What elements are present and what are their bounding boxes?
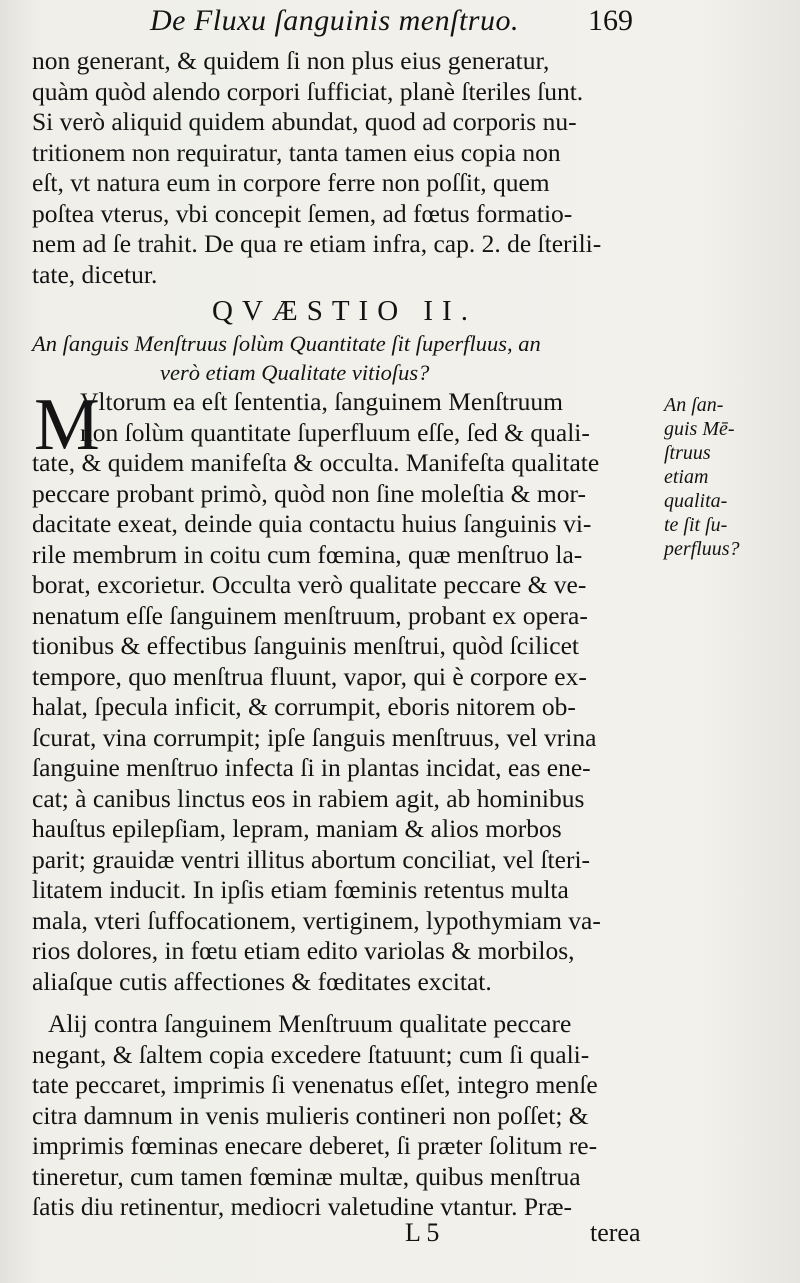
text-line: rile membrum in coitu cum fœmina, quæ menſtruo la-	[32, 539, 583, 569]
text-line: tempore, quo menſtrua fluunt, vapor, qui è corpore ex-	[32, 661, 587, 691]
text-line: cat; à canibus linctus eos in rabiem agit, ab hominibus	[32, 783, 585, 813]
margin-note-line: te ſit ſu-	[664, 514, 728, 536]
margin-note-line: etiam	[664, 466, 709, 488]
text-line: non generant, & quidem ſi non plus eius generatur,	[32, 46, 550, 75]
catchword: terea	[590, 1218, 641, 1247]
text-line: tate peccaret, imprimis ſi venenatus eſſet, integro menſe	[32, 1070, 598, 1099]
text-line: ſanguine menſtruo infecta ſi in plantas incidat, eas ene-	[32, 753, 591, 782]
margin-note-line: ſtruus	[664, 442, 711, 464]
question-subtitle-line: An ſanguis Menſtruus ſolùm Quantitate ſit ſuperfluus, an	[32, 331, 541, 356]
text-line: tate, & quidem manifeſta & occulta. Manifeſta qualitate	[32, 448, 600, 477]
question-subtitle-line: verò etiam Qualitate vitioſus?	[160, 360, 430, 385]
paragraph-2	[32, 1009, 657, 1223]
text-line: imprimis fœminas enecare deberet, ſi præter ſolitum re-	[32, 1131, 598, 1160]
text-line: halat, ſpecula inficit, & corrumpit, eboris nitorem ob-	[32, 692, 576, 721]
text-line: non ſolùm quantitate ſuperfluum eſſe, ſed & quali-	[80, 417, 590, 447]
text-line: citra damnum in venis mulieris contineri non poſſet; &	[32, 1100, 589, 1130]
text-line: aliaſque cutis affectiones & fœditates excitat.	[32, 966, 492, 996]
text-line: tate, dicetur.	[32, 259, 158, 289]
text-line: ſcurat, vina corrumpit; ipſe ſanguis menſtruus, vel vrina	[32, 722, 597, 752]
text-line: tionibus & effectibus ſanguinis menſtrui, quòd ſcilicet	[32, 631, 579, 660]
text-line: quàm quòd alendo corpori ſufficiat, planè ſteriles ſunt.	[32, 76, 584, 106]
margin-note-line: qualita-	[664, 490, 728, 512]
text-line: borat, excorietur. Occulta verò qualitate peccare & ve-	[32, 570, 587, 599]
text-line: poſtea vterus, vbi concepit ſemen, ad fœtus formatio-	[32, 198, 573, 228]
margin-note-line: An ſan-	[664, 394, 724, 416]
text-line: mala, vteri ſuffocationem, vertiginem, lypothymiam va-	[32, 905, 601, 935]
text-line: negant, & ſaltem copia excedere ſtatuunt; cum ſi quali-	[32, 1039, 590, 1069]
text-line: hauſtus epilepſiam, lepram, maniam & alios morbos	[32, 814, 562, 843]
paragraph-1	[32, 384, 657, 997]
text-line: tineretur, cum tamen fœminæ multæ, quibus menſtrua	[32, 1161, 581, 1191]
page-number: 169	[588, 4, 633, 37]
text-line: litatem inducit. In ipſis etiam fœminis retentus multa	[32, 875, 569, 904]
text-line: peccare probant primò, quòd non ſine moleſtia & mor-	[32, 478, 586, 508]
page-footer	[405, 1218, 655, 1252]
paragraph-gap	[32, 997, 657, 1009]
text-line: parit; grauidæ ventri illitus abortum conciliat, vel ſteri-	[32, 844, 591, 874]
margin-note-line: guis Mē-	[664, 418, 735, 440]
marginal-note	[664, 393, 784, 561]
running-head	[150, 4, 670, 44]
text-line: nenatum eſſe ſanguinem menſtruum, probant ex opera-	[32, 600, 588, 630]
text-line: Vltorum ea eſt ſententia, ſanguinem Menſtruum	[80, 387, 563, 416]
text-line: nem ad ſe trahit. De qua re etiam infra, cap. 2. de ſterili-	[32, 229, 602, 258]
text-line: Alij contra ſanguinem Menſtruum qualitate peccare	[48, 1009, 572, 1038]
question-heading: QVÆSTIO II.	[212, 295, 477, 327]
text-line: Si verò aliquid quidem abundat, quod ad corporis nu-	[32, 107, 577, 136]
signature-mark: L 5	[405, 1218, 440, 1247]
main-text	[32, 46, 657, 1223]
text-line: tritionem non requiratur, tanta tamen eius copia non	[32, 137, 561, 167]
text-line: dacitate exeat, deinde quia contactu huius ſanguinis vi-	[32, 509, 592, 538]
running-title: De Fluxu ſanguinis menſtruo.	[150, 4, 519, 37]
text-line: eſt, vt natura eum in corpore ferre non poſſit, quem	[32, 168, 550, 197]
drop-cap-initial: M	[34, 384, 100, 466]
margin-note-line: perfluus?	[664, 538, 740, 560]
text-line: ſatis diu retinentur, mediocri valetudine vtantur. Præ-	[32, 1192, 573, 1221]
text-line: rios dolores, in fœtu etiam edito variolas & morbilos,	[32, 936, 575, 965]
